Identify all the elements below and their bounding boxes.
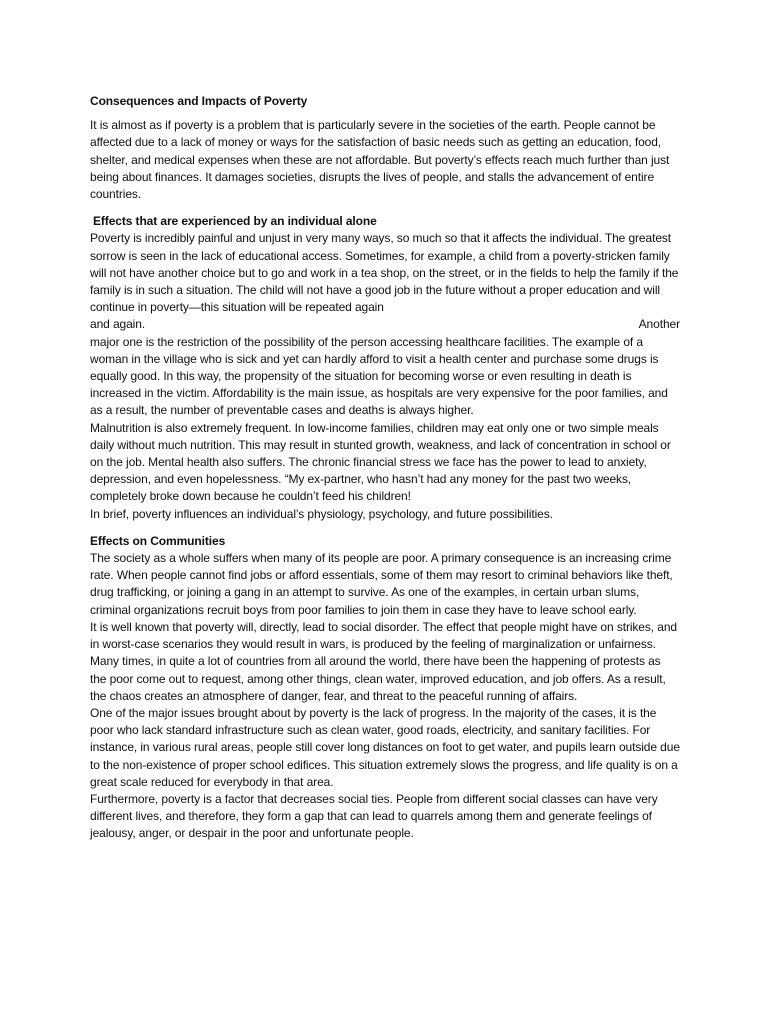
individual-paragraph-education: Poverty is incredibly painful and unjust in very many ways, so much so that it affects the individual. The greatest sorrow is seen in the lack of educational access. Sometimes, for example, a child from a poverty-stricken family will not have another choice but to go and work in a tea shop, on the street, or in the fields to help the family if the family is in such a situation. The child will not have a good job in the future without a proper education and will continue in poverty—this situation will be repeated again — [90, 231, 679, 315]
communities-paragraph-crime: The society as a whole suffers when many of its people are poor. A primary consequence is an increasing crime rate. When people cannot find jobs or afford essentials, some of them may resort to criminal behaviors like theft, drug trafficking, or joining a gang in an attempt to survive. As one of the examples, in certain urban slums, criminal organizations recruit boys from poor families to join them in case they have to leave school early. — [90, 551, 673, 617]
communities-paragraph-progress: One of the major issues brought about by poverty is the lack of progress. In the majority of the cases, it is the poor who lack standard infrastructure such as clean water, good roads, electricity, and sanitary facilities. For instance, in various rural areas, people still cover long distances on foot to get water, and pupils learn outside due to the non-existence of proper school edifices. This situation extremely slows the progress, and life quality is on a great scale reduced for everybody in that area. — [90, 705, 680, 789]
tail-left-text: and again. — [90, 317, 146, 332]
individual-paragraph-malnutrition: Malnutrition is also extremely frequent. In low-income families, children may eat only one or two simple meals daily without much nutrition. This may result in stunted growth, weakness, and lack of concentration in school or on the job. Mental health also suffers. The chronic financial stress we face has the power to lead to anxiety, depression, and even hopelessness. “My ex-partner, who hasn’t had any money for the past two weeks, completely broke down because he couldn’t feed his children! — [90, 420, 671, 504]
individual-paragraph-education-tail — [90, 316, 680, 333]
section-heading-communities: Effects on Communities — [90, 533, 226, 548]
communities-paragraph-disorder: It is well known that poverty will, directly, lead to social disorder. The effect that people might have on strikes, and in worst-case scenarios they would result in wars, is produced by the feeling of marginalization or unfairness. Many times, in quite a lot of countries from all around the world, there have been the happening of protests as the poor come out to request, among other things, clean water, improved education, and job offers. As a result, the chaos creates an atmosphere of danger, fear, and threat to the peaceful running of affairs. — [90, 619, 677, 703]
tail-right-text: Another — [638, 317, 680, 332]
intro-paragraph: It is almost as if poverty is a problem that is particularly severe in the societies of the earth. People cannot be affected due to a lack of money or ways for the satisfaction of basic needs such as getting an education, food, shelter, and medical expenses when these are not affordable. But poverty’s effects reach much further than just being about finances. It damages societies, disrupts the lives of people, and stalls the advancement of entire countries. — [90, 118, 670, 202]
communities-paragraph-social-ties: Furthermore, poverty is a factor that decreases social ties. People from different social classes can have very different lives, and therefore, they form a gap that can lead to quarrels among them and generate feelings of jealousy, anger, or despair in the poor and unfortunate people. — [90, 791, 658, 841]
section-heading-individual: Effects that are experienced by an individual alone — [93, 214, 377, 229]
document-page — [90, 93, 680, 843]
individual-paragraph-healthcare: major one is the restriction of the possibility of the person accessing healthcare facilities. The example of a woman in the village who is sick and yet can hardly afford to visit a health center and purchase some drugs is equally good. In this way, the propensity of the situation for becoming worse or even resulting in death is increased in the victim. Affordability is the main issue, as hospitals are very expensive for the poor families, and as a result, the number of preventable cases and deaths is always higher. — [90, 334, 668, 418]
individual-paragraph-summary: In brief, poverty influences an individual’s physiology, psychology, and future possibilities. — [90, 506, 553, 521]
document-title: Consequences and Impacts of Poverty — [90, 94, 308, 108]
